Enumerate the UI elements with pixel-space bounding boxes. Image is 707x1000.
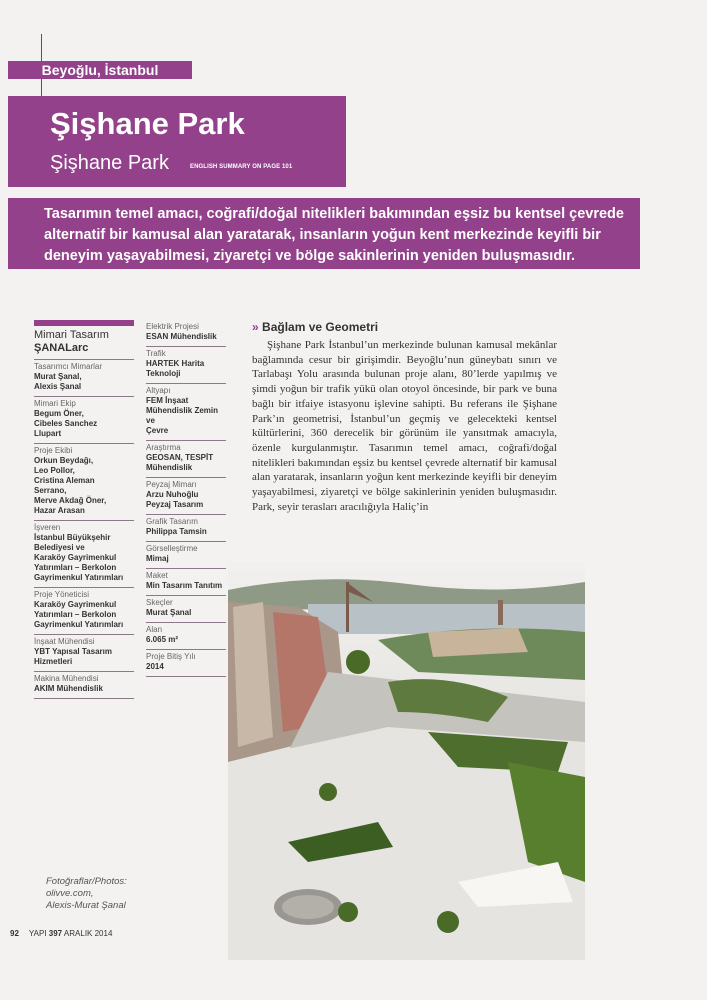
credit-label: Maket bbox=[146, 571, 168, 580]
credit-value: Murat Şanal, bbox=[34, 372, 82, 381]
page-title: Şişhane Park bbox=[50, 106, 245, 141]
credits-column-2 bbox=[146, 320, 226, 677]
credit-value: YBT Yapısal Tasarım bbox=[34, 647, 112, 656]
credit-group bbox=[146, 478, 226, 515]
credit-value: Mimaj bbox=[146, 554, 169, 563]
credit-value: GEOSAN, TESPİT bbox=[146, 453, 214, 462]
credit-value: Karaköy Gayrimenkul bbox=[34, 553, 117, 562]
credit-label: Makina Mühendisi bbox=[34, 674, 99, 683]
credit-group bbox=[146, 623, 226, 650]
credit-value: Cibeles Sanchez bbox=[34, 419, 98, 428]
body-text: Şişhane Park İstanbul’un merkezinde bulunan kamusal mekânlar bağlamında cesur bir girişimdir. Beyoğlu’nun güneybatı sınırı ve Tarlabaşı Yolu arasında bulunan proje alanı, 80’lerde yapılmış ve şimdi yoğun bir trafik yükü olan otoyol öncesinde, bir park ve buna bağlı bir itfaiye istasyonu işlevine sahipti. Bu referans ile Şişhane Park’ın geometrisi, İstanbul’un geçmiş ve gelecekteki kentsel kültürlerini, 360 derecelik bir görünüm ile yansıtmak amacıyla, özenle kurgulanmıştır. Tasarımın temel amacı, coğrafi/doğal nitelikleri bakımından eşsiz bu kentsel çevrede alternatif bir kamusal alan yaratarak, insanların yoğun kent merkezinde keyifli bir deneyim yaşayabilmesi, ziyaretçi ve bölge sakinlerinin yeniden buluşmasıdır. Park, seyir terasları aracılığıyla Haliç’in bbox=[252, 339, 557, 513]
credit-label: Skeçler bbox=[146, 598, 173, 607]
credit-group bbox=[34, 397, 134, 444]
credit-value: Hizmetleri bbox=[34, 657, 73, 666]
credit-value: ŞANALarc bbox=[34, 342, 89, 354]
credit-value: İstanbul Büyükşehir bbox=[34, 533, 111, 542]
credit-label: Proje Bitiş Yılı bbox=[146, 652, 196, 661]
credit-value: Alexis Şanal bbox=[34, 382, 82, 391]
credit-group bbox=[146, 320, 226, 347]
credit-group bbox=[34, 588, 134, 635]
credit-group bbox=[146, 384, 226, 441]
english-summary-note: ENGLISH SUMMARY ON PAGE 101 bbox=[190, 164, 293, 170]
lead-line: deneyim yaşayabilmesi, ziyaretçi ve bölge sakinlerinin yeniden buluşmasıdır. bbox=[44, 248, 576, 264]
credit-value: 2014 bbox=[146, 662, 164, 671]
credit-value: Yatırımları – Berkolon bbox=[34, 563, 117, 572]
credit-value: Philippa Tamsin bbox=[146, 527, 207, 536]
credit-value: Leo Pollor, bbox=[34, 466, 75, 475]
credit-value: Cristina Aleman bbox=[34, 476, 95, 485]
credit-group bbox=[34, 635, 134, 672]
title-block bbox=[8, 96, 346, 187]
credit-value: Orkun Beydağı, bbox=[34, 456, 94, 465]
credit-value: Çevre bbox=[146, 426, 169, 435]
credit-value: Hazar Arasan bbox=[34, 506, 85, 515]
lead-line: alternatif bir kamusal alan yaratarak, insanların yoğun kent merkezinde keyifli bir bbox=[44, 227, 601, 243]
credit-group bbox=[34, 521, 134, 588]
credit-value: Belediyesi ve bbox=[34, 543, 85, 552]
credit-label: Mimari Tasarım bbox=[34, 329, 109, 341]
credit-label: Mimari Ekip bbox=[34, 399, 76, 408]
credit-value: Serrano, bbox=[34, 486, 67, 495]
page-subtitle: Şişhane Park bbox=[50, 152, 169, 174]
credit-value: 6.065 m² bbox=[146, 635, 179, 644]
magazine-name: YAPI bbox=[28, 929, 47, 938]
credit-group bbox=[34, 672, 134, 699]
page-footer bbox=[10, 929, 112, 938]
credit-group bbox=[146, 515, 226, 542]
credit-value: FEM İnşaat bbox=[146, 396, 189, 405]
credit-label: İşveren bbox=[34, 523, 61, 532]
credit-group bbox=[146, 596, 226, 623]
lead-paragraph bbox=[8, 198, 640, 269]
credit-value: AKIM Mühendislik bbox=[34, 684, 103, 693]
page-number: 92 bbox=[10, 929, 19, 938]
credit-group bbox=[34, 360, 134, 397]
credit-value: Teknoloji bbox=[146, 369, 181, 378]
issue-number: 397 bbox=[48, 929, 63, 938]
section-heading-text: Bağlam ve Geometri bbox=[262, 320, 379, 334]
credit-value: Merve Akdağ Öner, bbox=[34, 496, 107, 505]
credit-value: Peyzaj Tasarım bbox=[146, 500, 204, 509]
issue-date: ARALIK 2014 bbox=[63, 929, 113, 938]
credit-value: Min Tasarım Tanıtım bbox=[146, 581, 223, 590]
credit-value: Begum Öner, bbox=[34, 409, 84, 418]
location-banner: Beyoğlu, İstanbul bbox=[8, 61, 192, 79]
credit-group bbox=[146, 650, 226, 677]
chevron-right-icon: » bbox=[252, 320, 259, 334]
credit-label: Grafik Tasarım bbox=[146, 517, 198, 526]
credit-label: Proje Ekibi bbox=[34, 446, 73, 455]
credit-label: Peyzaj Mimarı bbox=[146, 480, 197, 489]
credit-label: Altyapı bbox=[146, 386, 171, 395]
credit-value: Karaköy Gayrimenkul bbox=[34, 600, 117, 609]
credit-value: Gayrimenkul Yatırımları bbox=[34, 620, 124, 629]
section-heading bbox=[252, 320, 378, 334]
credit-value: Mühendislik bbox=[146, 463, 193, 472]
credit-label: Görselleştirme bbox=[146, 544, 198, 553]
credit-label: Proje Yöneticisi bbox=[34, 590, 89, 599]
credit-label: Elektrik Projesi bbox=[146, 322, 199, 331]
credit-value: Yatırımları – Berkolon bbox=[34, 610, 117, 619]
credit-label: Tasarımcı Mimarlar bbox=[34, 362, 103, 371]
credit-value: Arzu Nuhoğlu bbox=[146, 490, 199, 499]
credit-group bbox=[34, 444, 134, 521]
credit-value: Murat Şanal bbox=[146, 608, 192, 617]
photo-credit-line: Alexis-Murat Şanal bbox=[46, 900, 126, 911]
credit-label: İnşaat Mühendisi bbox=[34, 637, 95, 646]
credit-group bbox=[146, 542, 226, 569]
credit-value: HARTEK Harita bbox=[146, 359, 205, 368]
photo-credit-line: olivve.com, bbox=[46, 888, 94, 899]
credit-label: Trafik bbox=[146, 349, 166, 358]
credit-group bbox=[146, 347, 226, 384]
photo-credit-line: Fotoğraflar/Photos: bbox=[46, 876, 127, 887]
credit-value: Gayrimenkul Yatırımları bbox=[34, 573, 124, 582]
credits-column-1 bbox=[34, 320, 134, 699]
credit-value: Mühendislik Zemin ve bbox=[146, 406, 219, 425]
credit-group bbox=[146, 569, 226, 596]
photo-credit bbox=[46, 876, 127, 912]
lead-line: Tasarımın temel amacı, coğrafi/doğal nitelikleri bakımından eşsiz bu kentsel çevrede bbox=[44, 206, 624, 222]
credit-label: Araştırma bbox=[146, 443, 181, 452]
credit-value: ESAN Mühendislik bbox=[146, 332, 217, 341]
credit-group bbox=[146, 441, 226, 478]
credit-value: Llupart bbox=[34, 429, 62, 438]
credit-head bbox=[34, 320, 134, 360]
credit-label: Alan bbox=[146, 625, 163, 634]
park-aerial-photo bbox=[228, 562, 585, 960]
